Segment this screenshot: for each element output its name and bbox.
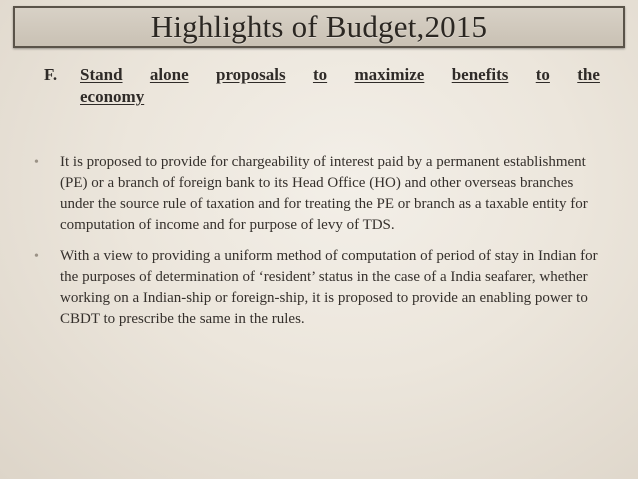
- section-heading-line2: economy: [80, 87, 145, 106]
- slide-title: Highlights of Budget,2015: [150, 9, 488, 44]
- section-heading-line1: [44, 64, 600, 86]
- bullet-item: [34, 246, 604, 330]
- heading-word: Stand: [80, 65, 123, 84]
- bullet-icon: •: [34, 249, 39, 264]
- title-bar: [13, 6, 625, 48]
- section-heading: [44, 64, 600, 108]
- bullet-item: [34, 152, 604, 236]
- heading-word: alone: [149, 65, 189, 84]
- bullet-text: With a view to providing a uniform method of computation of period of stay in Indian for the purposes of determination of ‘resident’ status in the case of a India seafarer, whether working on a Indian-ship or foreign-ship, it is proposed to provide an enabling power to CBDT to prescribe the same in the rules.: [60, 248, 598, 327]
- bullet-text: It is proposed to provide for chargeability of interest paid by a permanent establishment (PE) or a branch of foreign bank to its Head Office (HO) and other overseas branches under the source rule of taxation and for treating the PE or branch as a taxable entity for computation of income and for purpose of levy of TDS.: [60, 154, 588, 233]
- section-heading-words: [80, 64, 600, 86]
- heading-word: maximize: [354, 65, 425, 84]
- heading-word: to: [312, 65, 328, 84]
- heading-word: to: [535, 65, 550, 84]
- heading-word: the: [577, 65, 600, 84]
- bullet-icon: •: [34, 155, 39, 170]
- heading-word: proposals: [215, 65, 286, 84]
- heading-word: benefits: [451, 65, 509, 84]
- section-letter: F.: [44, 65, 58, 84]
- bullet-list: [34, 152, 604, 340]
